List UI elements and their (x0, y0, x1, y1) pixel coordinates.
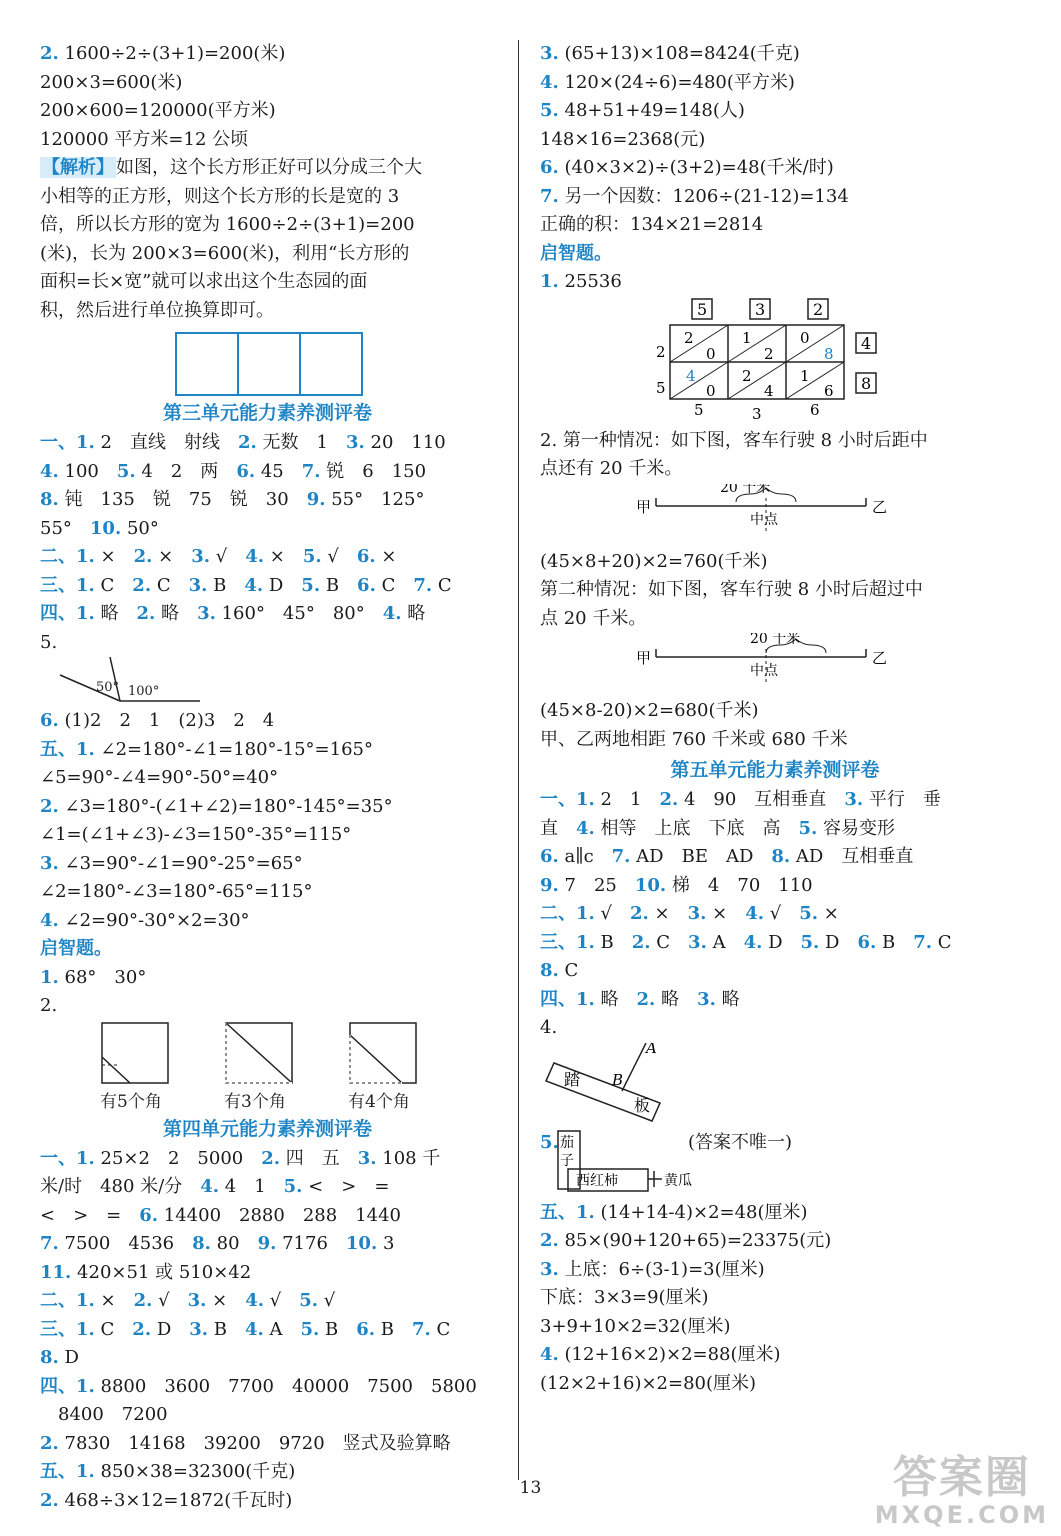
jiexi-line-6: 积，然后进行单位换算即可。 (40, 299, 274, 321)
answer-line: 11. 420×51 或 510×42 (40, 1261, 252, 1283)
line-diagram-2 (540, 633, 1010, 697)
line-diagram-2-svg (540, 633, 1010, 697)
answer-line: 五、1. (14+14-4)×2=48(厘米) (540, 1201, 808, 1223)
answer-line: 直 4. 相等 上底 下底 高 5. 容易变形 (540, 817, 896, 839)
answer-line: 5. (40, 631, 58, 653)
answer-line: 8. 钝 135 锐 75 锐 30 9. 55° 125° (40, 489, 425, 510)
answer-line: 一、1. 2 直线 射线 2. 无数 1 3. 20 110 (40, 432, 446, 453)
unit3-title: 第三单元能力素养测评卷 (162, 402, 372, 424)
bottom-digit-2: 3 (752, 404, 762, 423)
bottom-digit-1: 5 (694, 400, 704, 419)
svg-text:子: 子 (560, 1152, 574, 1169)
answer-line: 四、1. 8800 3600 7700 40000 7500 5800 (40, 1375, 477, 1397)
svg-text:8: 8 (824, 344, 834, 363)
answer-line: 二、1. × 2. × 3. √ 4. × 5. √ 6. × (40, 546, 397, 567)
svg-text:20 千米: 20 千米 (720, 483, 771, 496)
answer-line: 2. 468÷3×12=1872(千瓦时) (40, 1489, 293, 1511)
watermark (875, 1454, 1049, 1528)
answer-line: 启智题。 (540, 242, 612, 264)
unit3-answers (40, 429, 495, 657)
answer-line: 148×16=2368(元) (540, 128, 706, 150)
right-digit-1: 4 (861, 333, 872, 353)
answer-line: 四、1. 略 2. 略 3. 略 (540, 988, 740, 1010)
svg-text:黄瓜: 黄瓜 (664, 1172, 692, 1189)
three-squares-figure (40, 325, 495, 397)
answer-line: 3+9+10×2=32(厘米) (540, 1315, 731, 1337)
answer-line: ∠2=180°-∠3=180°-65°=115° (40, 881, 313, 902)
svg-text:踏: 踏 (564, 1069, 581, 1089)
svg-text:20 千米: 20 千米 (750, 633, 801, 647)
answer-line: 1. 68° 30° (40, 966, 147, 988)
answer-line: 200×600=120000(平方米) (40, 100, 276, 121)
jiexi-line-3: 倍，所以长方形的宽为 1600÷2÷(3+1)=200 (40, 214, 415, 235)
case-conclusion: 甲、乙两地相距 760 千米或 680 千米 (540, 728, 848, 750)
answer-line: (12×2+16)×2=80(厘米) (540, 1372, 757, 1394)
svg-text:甲: 甲 (636, 497, 652, 516)
answer-line: 3. ∠3=90°-∠1=90°-25°=65° (40, 852, 303, 874)
svg-text:B: B (612, 1070, 624, 1089)
svg-text:中点: 中点 (750, 511, 778, 528)
svg-text:中点: 中点 (750, 663, 778, 679)
answer-line: 2. 85×(90+120+65)=23375(元) (540, 1230, 832, 1251)
unit5-answers-continued (540, 1199, 1010, 1399)
answer-line: 启智题。 (40, 938, 112, 959)
svg-text:茄: 茄 (560, 1134, 574, 1151)
case2-line-1: 第二种情况：如下图，客车行驶 8 小时后超过中 (540, 579, 923, 600)
answer-line: ∠1=(∠1+∠3)-∠3=150°-35°=115° (40, 824, 352, 845)
jiexi-tag: 【解析】 (42, 157, 114, 178)
garden-svg (540, 1129, 1010, 1199)
answer-line: 正确的积：134×21=2814 (540, 214, 764, 235)
angle-figure (40, 657, 495, 707)
answer-line: 五、1. ∠2=180°-∠1=180°-15°=165° (40, 738, 373, 760)
top-digit-3: 2 (813, 299, 824, 319)
bottom-digit-3: 6 (810, 400, 820, 419)
case2-formula: (45×8-20)×2=680(千米) (540, 700, 759, 721)
answer-line: 6. (1)2 2 1 (2)3 2 4 (40, 710, 275, 731)
answer-line: 120000 平方米=12 公顷 (40, 128, 249, 150)
answer-line: 4. 120×(24÷6)=480(平方米) (540, 71, 795, 93)
svg-text:2: 2 (742, 366, 752, 385)
answer-line: < > = 6. 14400 2880 288 1440 (40, 1204, 402, 1226)
unit5-title: 第五单元能力素养测评卷 (670, 759, 880, 781)
answer-line: 3. (65+13)×108=8424(千克) (540, 43, 800, 64)
garden-figure (540, 1129, 1010, 1199)
answer-line: 一、1. 2 1 2. 4 90 互相垂直 3. 平行 垂 (540, 789, 941, 810)
answer-line: 200×3=600(米) (40, 71, 183, 93)
lattice-multiplication (540, 297, 1010, 427)
unit5-answers (540, 786, 1010, 1043)
angle-label-100: 100° (128, 684, 160, 699)
svg-text:A: A (646, 1042, 657, 1057)
svg-text:2: 2 (764, 344, 774, 363)
column-divider (518, 40, 519, 1480)
left-column (40, 40, 495, 1515)
corner-svg (40, 1021, 495, 1113)
answer-line: 7. 另一个因数：1206÷(21-12)=134 (540, 185, 849, 207)
watermark-line-1: 答案圈 (892, 1452, 1031, 1503)
svg-text:0: 0 (706, 381, 716, 400)
jiexi-line-2: 小相等的正方形，则这个长方形的长是宽的 3 (40, 185, 400, 207)
unit3-answers-continued (40, 707, 495, 1021)
answer-line: 五、1. 850×38=32300(千克) (40, 1461, 296, 1482)
answer-line: 6. (40×3×2)÷(3+2)=48(千米/时) (540, 157, 834, 178)
top-digit-2: 3 (755, 299, 766, 319)
answer-line: 三、1. B 2. C 3. A 4. D 5. D 6. B 7. C (540, 931, 952, 953)
svg-text:1: 1 (742, 328, 752, 347)
corner-caption-1: 有5个角 (100, 1091, 162, 1112)
line-diagram-1 (540, 484, 1010, 548)
answer-line: 三、1. C 2. D 3. B 4. A 5. B 6. B 7. C (40, 1318, 451, 1340)
unit4-title: 第四单元能力素养测评卷 (162, 1117, 372, 1140)
angle-svg (40, 657, 495, 707)
seesaw-svg (540, 1043, 1010, 1129)
answer-line: 4. (12+16×2)×2=88(厘米) (540, 1344, 781, 1365)
answer-line: 1. 25536 (540, 271, 622, 292)
svg-text:4: 4 (764, 381, 774, 400)
watermark-line-2: MXQE.COM (874, 1501, 1049, 1529)
case1-line-1: 2. 第一种情况：如下图，客车行驶 8 小时后距中 (540, 429, 928, 451)
case1-formula: (45×8+20)×2=760(千米) (540, 550, 768, 572)
svg-text:2: 2 (684, 328, 694, 347)
top-digit-1: 5 (697, 299, 708, 319)
right-column (540, 40, 1010, 1398)
answer-line: 55° 10. 50° (40, 517, 159, 539)
svg-text:4: 4 (686, 366, 696, 385)
left-digit-1: 2 (656, 342, 666, 361)
page-number: 13 (519, 1478, 542, 1498)
svg-text:西红柿: 西红柿 (576, 1172, 618, 1189)
answer-line: 米/时 480 米/分 4. 4 1 5. < > = (40, 1176, 390, 1197)
answer-line: 2. 1600÷2÷(3+1)=200(米) (40, 43, 286, 64)
jiexi-line-5: 面积=长×宽”就可以求出这个生态园的面 (40, 271, 368, 292)
left-digit-2: 5 (656, 378, 666, 397)
answer-line: 8. D (40, 1347, 79, 1368)
q5-note: (答案不唯一) (688, 1131, 793, 1153)
right-top-answers (540, 40, 1010, 297)
corner-figures (40, 1021, 495, 1113)
angle-label-50: 50° (96, 680, 120, 695)
answer-line: 8. C (540, 960, 579, 981)
svg-text:乙: 乙 (872, 649, 888, 667)
answer-line: 2. (40, 995, 58, 1016)
case2-line-2: 点 20 千米。 (540, 607, 647, 629)
answer-line: 4. ∠2=90°-30°×2=30° (40, 909, 250, 931)
answer-line: 4. 100 5. 4 2 两 6. 45 7. 锐 6 150 (40, 460, 427, 482)
lattice-svg (540, 297, 1010, 427)
answer-line: 6. a∥c 7. AD BE AD 8. AD 互相垂直 (540, 846, 914, 867)
q5-label: 5. (540, 1131, 559, 1153)
jiexi-line-1: 【解析】 如图，这个长方形正好可以分成三个大 (42, 157, 422, 178)
answer-line: 5. 48+51+49=148(人) (540, 100, 745, 121)
three-squares-svg (40, 325, 495, 397)
right-digit-2: 8 (861, 373, 872, 393)
case1-line-2: 点还有 20 千米。 (540, 458, 683, 479)
answer-line: 8400 7200 (40, 1404, 168, 1425)
intro-answers (40, 40, 495, 154)
svg-text:甲: 甲 (636, 649, 652, 667)
corner-caption-3: 有4个角 (348, 1091, 410, 1112)
unit4-answers (40, 1145, 495, 1516)
svg-text:0: 0 (800, 328, 810, 347)
answer-line: 9. 7 25 10. 梯 4 70 110 (540, 874, 813, 896)
answer-line: 一、1. 25×2 2 5000 2. 四 五 3. 108 千 (40, 1147, 441, 1169)
answer-line: 3. 上底：6÷(3-1)=3(厘米) (540, 1258, 765, 1280)
answer-line: 二、1. √ 2. × 3. × 4. √ 5. × (540, 903, 839, 924)
seesaw-figure (540, 1043, 1010, 1129)
answer-line: 2. 7830 14168 39200 9720 竖式及验算略 (40, 1432, 451, 1454)
answer-line: 下底：3×3=9(厘米) (540, 1287, 709, 1308)
answer-line: 二、1. × 2. √ 3. × 4. √ 5. √ (40, 1290, 336, 1311)
svg-text:板: 板 (634, 1095, 651, 1115)
svg-text:6: 6 (824, 381, 834, 400)
corner-caption-2: 有3个角 (224, 1091, 286, 1112)
answer-line: 四、1. 略 2. 略 3. 160° 45° 80° 4. 略 (40, 603, 426, 624)
answer-line: 7. 7500 4536 8. 80 9. 7176 10. 3 (40, 1233, 395, 1254)
jiexi-line-4: (米)，长为 200×3=600(米)，利用“长方形的 (40, 242, 410, 264)
svg-text:乙: 乙 (872, 497, 888, 516)
answer-line: ∠5=90°-∠4=90°-50°=40° (40, 767, 279, 788)
answer-line: 2. ∠3=180°-(∠1+∠2)=180°-145°=35° (40, 795, 393, 817)
svg-text:0: 0 (706, 344, 716, 363)
svg-text:1: 1 (800, 366, 810, 385)
answer-line: 4. (540, 1017, 558, 1038)
line-diagram-1-svg (540, 484, 1010, 548)
answer-line: 三、1. C 2. C 3. B 4. D 5. B 6. C 7. C (40, 574, 452, 596)
